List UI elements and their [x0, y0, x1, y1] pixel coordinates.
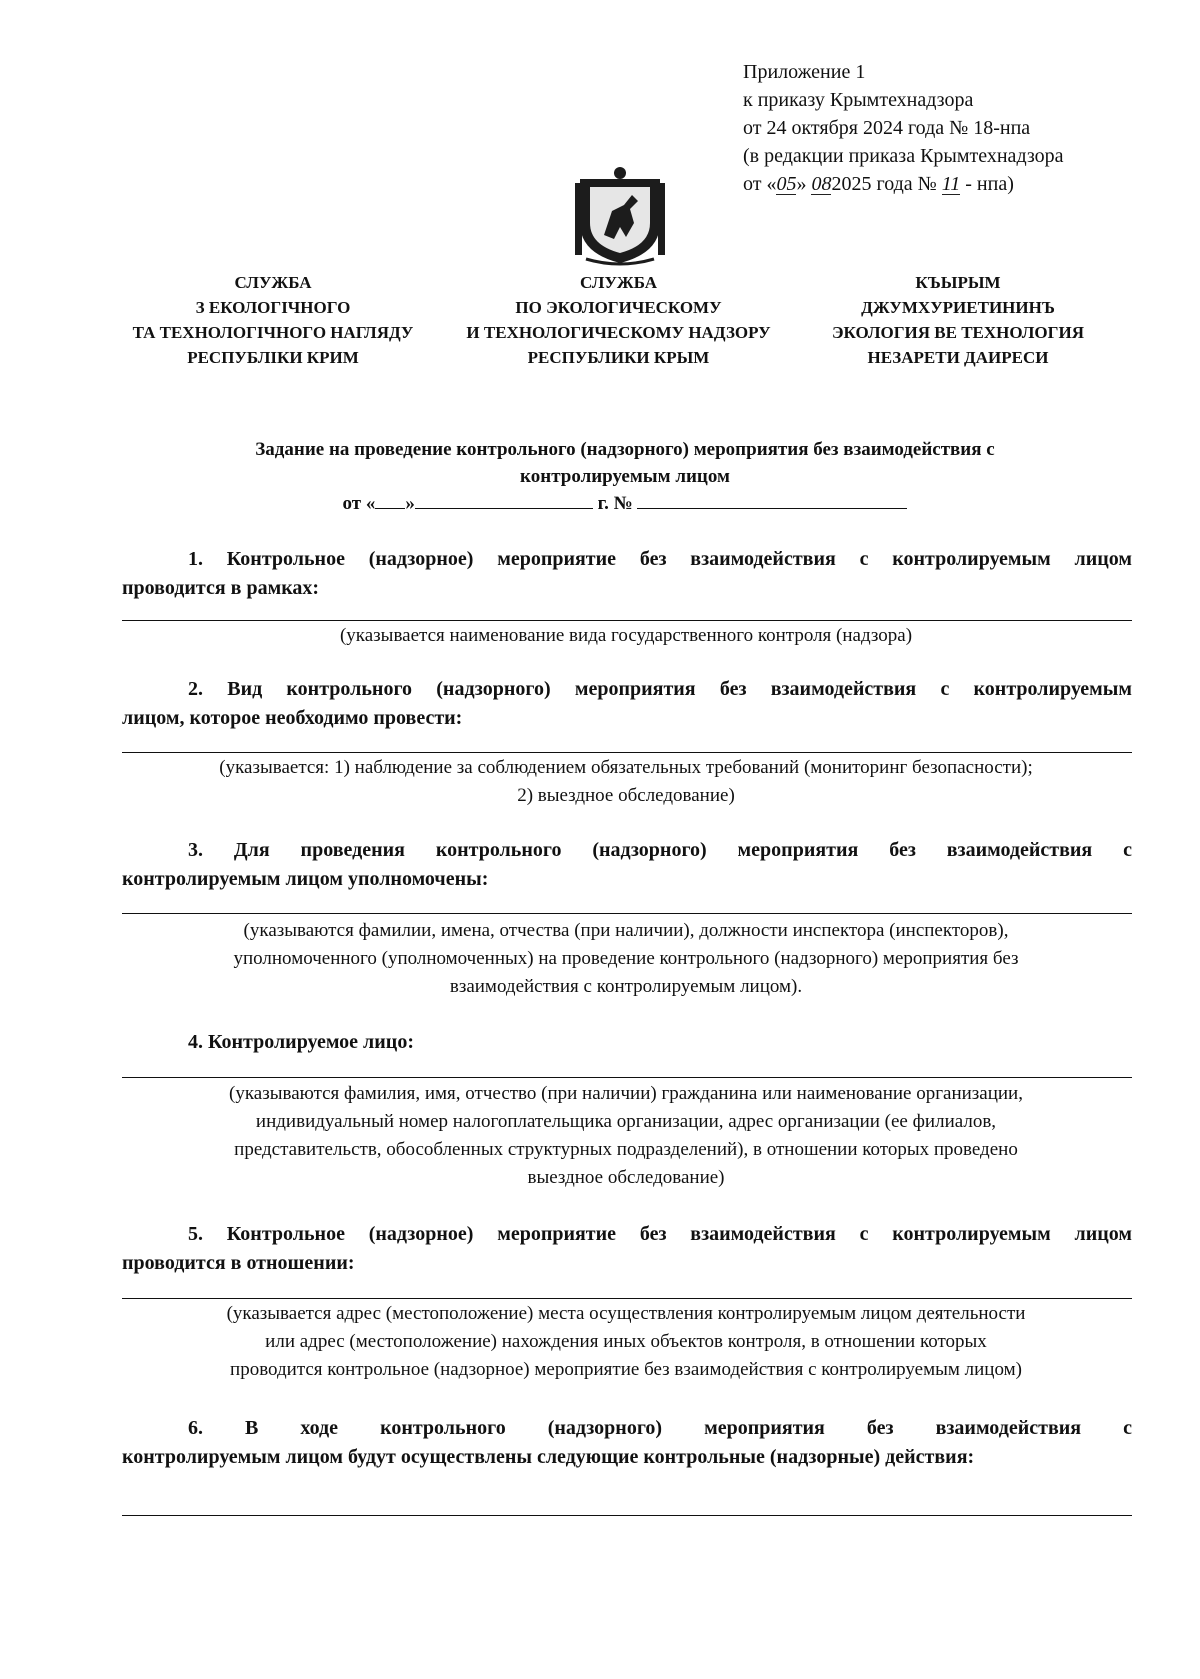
appendix-line: от «05» 082025 года № 11 - нпа): [743, 173, 1014, 195]
section-6-heading: 6. В ходе контрольного (надзорного) мероприятия без взаимодействия с контролируемым лицом будут осуществлены следующие контрольные (надзорные) действия:: [122, 1417, 1132, 1468]
fill-line: [122, 1077, 1132, 1078]
fill-line: [122, 752, 1132, 753]
org-name-crimean-tatar: КЪЫРЫМ ДЖУМХУРИЕТИНИНЪ ЭКОЛОГИЯ ВЕ ТЕХНОЛОГИЯ НЕЗАРЕТИ ДАИРЕСИ: [832, 273, 1084, 367]
section-3-heading: 3. Для проведения контрольного (надзорного) мероприятия без взаимодействия с контролируемым лицом уполномочены:: [122, 839, 1132, 890]
blank-month: [415, 490, 593, 509]
fill-line: [122, 1298, 1132, 1299]
handwritten-number: 11: [941, 173, 961, 195]
crimea-coat-of-arms-icon: [572, 165, 668, 267]
section-4-heading: 4. Контролируемое лицо:: [188, 1031, 414, 1053]
section-1-heading: 1. Контрольное (надзорное) мероприятие без взаимодействия с контролируемым лицом проводится в рамках:: [122, 548, 1132, 599]
document-title: Задание на проведение контрольного (надзорного) мероприятия без взаимодействия с контролируемым лицом от « » г. №: [120, 436, 1130, 517]
appendix-header: [743, 58, 1064, 198]
org-name-ukrainian: СЛУЖБА З ЕКОЛОГІЧНОГО ТА ТЕХНОЛОГІЧНОГО НАГЛЯДУ РЕСПУБЛІКИ КРИМ: [132, 273, 414, 367]
appendix-line: от 24 октября 2024 года № 18-нпа: [743, 117, 1031, 139]
section-1-hint: (указывается наименование вида государственного контроля (надзора): [339, 625, 913, 646]
title-date-line: от « » г. №: [120, 490, 1130, 517]
section-2-heading: 2. Вид контрольного (надзорного) мероприятия без взаимодействия с контролируемым лицом, которое необходимо провести:: [122, 678, 1132, 729]
fill-line: [122, 913, 1132, 914]
appendix-line: (в редакции приказа Крымтехнадзора: [743, 145, 1064, 167]
appendix-line: к приказу Крымтехнадзора: [743, 89, 974, 111]
section-3-hint: (указываются фамилии, имена, отчества (при наличии), должности инспектора (инспекторов), уполномоченного (уполномоченных) на проведение контрольного (надзорного) мероприятия без взаимодействия с контролируемым лицом).: [233, 920, 1019, 997]
org-name-russian: СЛУЖБА ПО ЭКОЛОГИЧЕСКОМУ И ТЕХНОЛОГИЧЕСКОМУ НАДЗОРУ РЕСПУБЛИКИ КРЫМ: [466, 273, 771, 367]
fill-line: [122, 620, 1132, 621]
handwritten-month: 08: [811, 173, 832, 195]
appendix-line: Приложение 1: [743, 61, 866, 83]
section-5-hint: (указывается адрес (местоположение) места осуществления контролируемым лицом деятельности или адрес (местоположение) нахождения иных объектов контроля, в отношении которых проводится контрольное (надзорное) мероприятие без взаимодействия с контролируемым лицом): [226, 1303, 1026, 1380]
organization-names: [108, 270, 1118, 370]
section-2-hint: (указывается: 1) наблюдение за соблюдением обязательных требований (мониторинг безопасности); 2) выездное обследование): [219, 757, 1033, 806]
blank-day: [375, 490, 405, 509]
blank-number: [637, 490, 907, 509]
fill-line: [122, 1515, 1132, 1516]
section-5-heading: 5. Контрольное (надзорное) мероприятие без взаимодействия с контролируемым лицом проводится в отношении:: [122, 1223, 1132, 1274]
handwritten-day: 05: [776, 173, 797, 195]
section-4-hint: (указываются фамилия, имя, отчество (при наличии) гражданина или наименование организации, индивидуальный номер налогоплательщика организации, адрес организации (ее филиалов, представительств, обособленных структурных подразделений), в отношении которых проведено выездное обследование): [229, 1083, 1023, 1188]
